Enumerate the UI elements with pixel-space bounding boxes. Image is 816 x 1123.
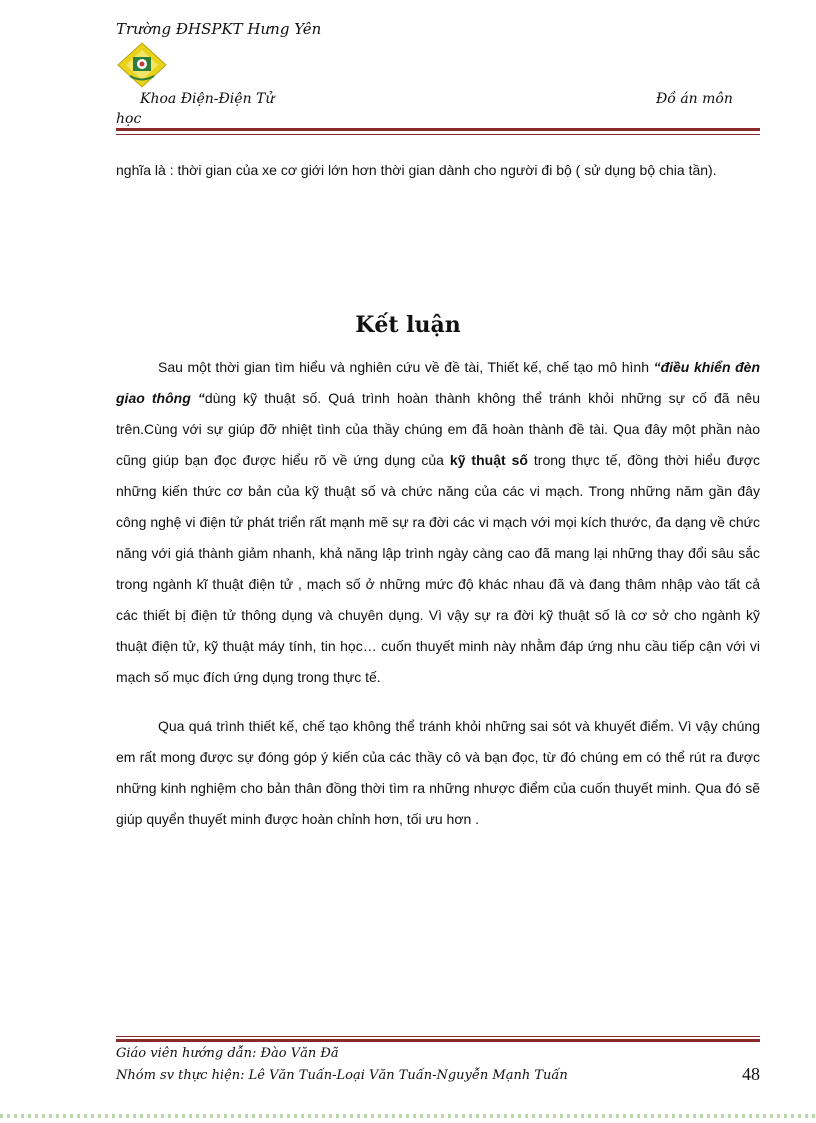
footer-supervisor: Giáo viên hướng dẫn: Đào Văn Đã	[116, 1046, 339, 1061]
conclusion-paragraph-1	[116, 352, 760, 693]
footer-rule-thin	[116, 1036, 760, 1037]
footer-student-group: Nhóm sv thực hiện: Lê Văn Tuấn-Loại Văn Tuấn-Nguyễn Mạnh Tuấn	[116, 1068, 568, 1083]
paragraph-1-text-c: trong thực tế, đồng thời hiểu được những kiến thức cơ bản của kỹ thuật số và chức năng của các vi mạch. Trong những năm gần đây công nghệ vi điện tử phát triển rất mạnh mẽ sự ra đời các vi mạch với mọi kích thước, đa dạng về chức năng với giá thành giảm nhanh, khả năng lập trình ngày càng cao đã mang lại những thay đổi sâu sắc trong ngành kĩ thuật điện tử , mạch số ở những mức độ khác nhau đã và đang thâm nhập vào tất cả các thiết bị điện tử thông dụng và chuyên dụng. Vì vậy sự ra đời kỹ thuật số là cơ sở cho ngành kỹ thuật điện tử, kỹ thuật máy tính, tin học… cuốn thuyết minh này nhằm đáp ứng nhu cầu tiếp cận với vi mạch số mục đích ứng dụng trong thực tế.	[116, 452, 761, 685]
paragraph-1-text-b: dùng kỹ thuật số. Quá trình hoàn thành không thể tránh khỏi những sự cố đã nêu trên.Cùng với sự giúp đỡ nhiệt tình của thầy chúng em đã hoàn thành đề tài. Qua đây một phần nào cũng giúp bạn đọc được hiểu rõ về ứng dụng của	[116, 390, 760, 468]
header-project-label-continued: học	[116, 111, 142, 127]
page-number: 48	[742, 1064, 760, 1084]
header-rule-thick	[116, 128, 760, 131]
section-title: Kết luận	[355, 312, 461, 338]
bottom-dotted-border	[0, 1114, 816, 1118]
conclusion-paragraph-2: Qua quá trình thiết kế, chế tạo không thể tránh khỏi những sai sót và khuyết điểm. Vì vậy chúng em rất mong được sự đóng góp ý kiến của các thầy cô và bạn đọc, từ đó chúng em có thể rút ra được những kinh nghiệm cho bản thân đồng thời tìm ra những nhược điểm của cuốn thuyết minh. Qua đó sẽ giúp quyển thuyết minh được hoàn chỉnh hơn, tối ưu hơn .	[116, 718, 760, 827]
paragraph-1-text-a: Sau một thời gian tìm hiểu và nghiên cứu về đề tài, Thiết kế, chế tạo mô hình	[158, 359, 654, 375]
header-rule-thin	[116, 134, 760, 135]
header-project-label: Đồ án môn	[656, 91, 733, 107]
project-title-emphasis: “điều khiển đèn giao thông “	[116, 359, 760, 406]
header-school-name: Trường ĐHSPKT Hưng Yên	[116, 20, 322, 38]
bold-term-digital-tech: kỹ thuật số	[449, 452, 528, 468]
footer-rule-thick	[116, 1039, 760, 1042]
university-logo-icon	[116, 42, 168, 88]
header-faculty-name: Khoa Điện-Điện Tử	[140, 91, 275, 107]
intro-paragraph: nghĩa là : thời gian của xe cơ giới lớn hơn thời gian dành cho người đi bộ ( sử dụng bộ chia tần).	[116, 162, 717, 178]
